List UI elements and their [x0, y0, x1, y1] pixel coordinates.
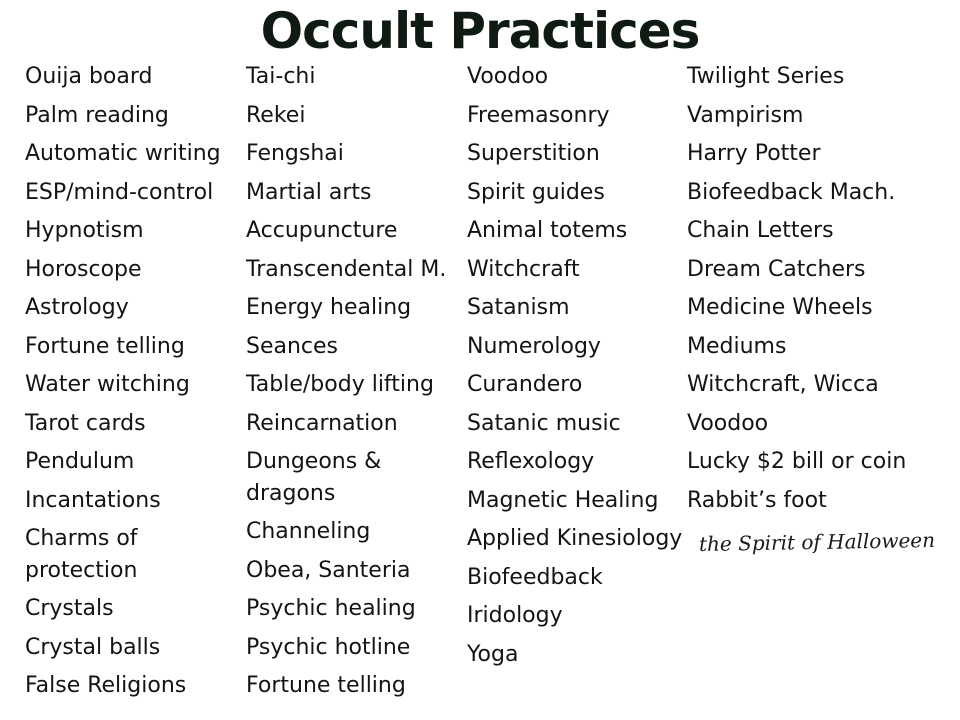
- list-item: Water witching: [25, 372, 190, 397]
- list-item: Fortune telling: [25, 333, 185, 359]
- list-item: Pendulum: [25, 449, 135, 474]
- column-1-list: [25, 58, 221, 706]
- list-item: Tai-chi: [246, 64, 316, 89]
- list-item: Biofeedback Mach.: [687, 179, 896, 205]
- column-2-list: [246, 58, 446, 706]
- list-item: Freemasonry: [467, 102, 610, 128]
- list-item: False Religions: [25, 673, 187, 698]
- list-item: Applied Kinesiology: [467, 526, 683, 551]
- list-item: Psychic healing: [246, 596, 416, 621]
- list-item: Automatic writing: [25, 141, 221, 166]
- list-item: Harry Potter: [687, 141, 821, 166]
- list-item: ESP/mind-control: [25, 179, 214, 205]
- list-item: Biofeedback: [467, 564, 603, 590]
- list-item: Horoscope: [25, 256, 142, 282]
- list-item: Superstition: [467, 141, 600, 166]
- list-item: Iridology: [467, 603, 563, 628]
- list-item: Magnetic Healing: [467, 487, 659, 513]
- column-4-list: [687, 58, 906, 520]
- list-item: Chain Letters: [687, 218, 834, 243]
- list-item: Table/body lifting: [246, 372, 434, 397]
- list-item: Accupuncture: [246, 218, 398, 243]
- list-item: Charms of protection: [25, 526, 138, 583]
- list-item: Astrology: [25, 295, 129, 320]
- list-item: Energy healing: [246, 295, 412, 320]
- list-item: Mediums: [687, 333, 787, 359]
- column-3-list: [467, 58, 682, 674]
- list-item: Rabbit’s foot: [687, 487, 827, 513]
- list-item: Martial arts: [246, 179, 372, 205]
- list-item: Voodoo: [687, 410, 769, 436]
- list-item: Satanism: [467, 295, 570, 320]
- list-item: Yoga: [467, 641, 519, 667]
- list-item: Psychic hotline: [246, 634, 411, 660]
- list-item: Hypnotism: [25, 218, 144, 243]
- list-item: Spirit guides: [467, 179, 605, 205]
- list-item: Witchcraft, Wicca: [687, 372, 879, 397]
- list-item: Witchcraft: [467, 256, 580, 282]
- list-item: Curandero: [467, 372, 583, 397]
- handwritten-note-text: the Spirit of Halloween: [698, 527, 936, 557]
- list-item: Dream Catchers: [687, 256, 866, 282]
- list-item: Tarot cards: [25, 410, 146, 436]
- list-item: Obea, Santeria: [246, 557, 411, 583]
- list-item: Crystals: [25, 596, 114, 621]
- list-item: Ouija board: [25, 64, 153, 89]
- page-title: Occult Practices: [260, 2, 700, 60]
- list-item: Lucky $2 bill or coin: [687, 449, 907, 474]
- list-item: Reflexology: [467, 449, 595, 474]
- list-item: Animal totems: [467, 218, 628, 243]
- list-item: Dungeons & dragons: [246, 449, 382, 506]
- list-item: Numerology: [467, 333, 601, 359]
- list-item: Crystal balls: [25, 634, 161, 660]
- list-item: Transcendental M.: [246, 256, 447, 282]
- list-item: Reincarnation: [246, 410, 398, 436]
- list-item: Incantations: [25, 487, 161, 513]
- list-item: Rekei: [246, 102, 306, 128]
- list-item: Seances: [246, 333, 339, 359]
- list-item: Twilight Series: [687, 64, 845, 89]
- list-item: Fengshai: [246, 141, 344, 166]
- list-item: Satanic music: [467, 410, 621, 436]
- list-item: Medicine Wheels: [687, 295, 873, 320]
- list-item: Voodoo: [467, 64, 549, 89]
- list-item: Palm reading: [25, 102, 169, 128]
- handwritten-note: [697, 522, 937, 562]
- list-item: Fortune telling: [246, 673, 406, 698]
- list-item: Vampirism: [687, 102, 804, 128]
- list-item: Channeling: [246, 519, 371, 544]
